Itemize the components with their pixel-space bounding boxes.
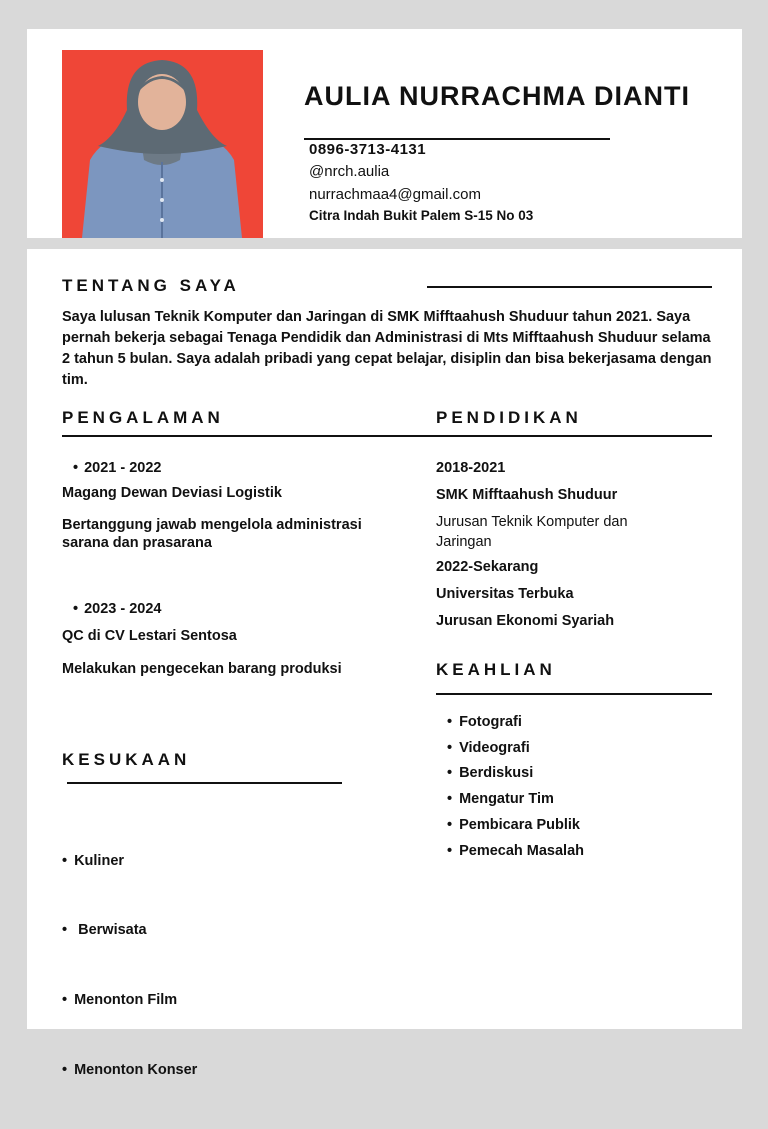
education-major: Jurusan Ekonomi Syariah: [436, 613, 615, 629]
phone-number: 0896-3713-4131: [309, 141, 427, 158]
experience-role: QC di CV Lestari Sentosa: [62, 628, 237, 644]
person-portrait-image: [62, 50, 263, 238]
email-address: nurrachmaa4@gmail.com: [309, 186, 481, 203]
skill-item: • Videografi: [447, 736, 584, 762]
experience-role: Magang Dewan Deviasi Logistik: [62, 485, 282, 501]
skill-item: • Fotografi: [447, 710, 584, 736]
hobby-item: • Kuliner: [62, 850, 197, 873]
skills-title: KEAHLIAN: [436, 660, 556, 679]
skill-item: • Pemecah Masalah: [447, 839, 584, 865]
about-title: TENTANG SAYA: [62, 276, 240, 295]
experience-period: • 2021 - 2022: [73, 458, 161, 479]
experience-desc: Bertanggung jawab mengelola administrasi sarana dan prasarana: [62, 517, 362, 551]
education-period: 2018-2021: [436, 460, 506, 476]
hobby-item: • Menonton Film: [62, 989, 197, 1012]
home-address: Citra Indah Bukit Palem S-15 No 03: [309, 208, 534, 223]
header-card: [27, 29, 742, 238]
name-divider: [304, 138, 610, 140]
about-text: Saya lulusan Teknik Komputer dan Jaringan di SMK Mifftaahush Shuduur tahun 2021. Saya pernah bekerja sebagai Tenaga Pendidik dan Administrasi di Mts Mifftaahush Shuduur selama 2 tahun 5 bulan. Saya adalah pribadi yang cepat belajar, disiplin dan bisa bekerjasama dengan tim.: [62, 309, 712, 388]
skills-divider: [436, 693, 712, 695]
education-school: Universitas Terbuka: [436, 586, 574, 602]
resume-body: [27, 249, 742, 1079]
full-name: AULIA NURRACHMA DIANTI: [304, 81, 690, 111]
experience-title: PENGALAMAN: [62, 408, 224, 427]
about-divider: [427, 286, 712, 288]
profile-photo: [62, 50, 263, 238]
education-period: 2022-Sekarang: [436, 559, 539, 575]
hobbies-title: KESUKAAN: [62, 750, 191, 769]
education-major: Jurusan Teknik Komputer dan Jaringan: [436, 514, 628, 550]
skill-item: • Mengatur Tim: [447, 787, 584, 813]
section-divider: [62, 435, 712, 437]
skill-item: • Pembicara Publik: [447, 813, 584, 839]
skills-list: [447, 710, 584, 864]
social-handle: @nrch.aulia: [309, 163, 390, 180]
skill-item: • Berdiskusi: [447, 761, 584, 787]
experience-desc: Melakukan pengecekan barang produksi: [62, 661, 342, 677]
education-title: PENDIDIKAN: [436, 408, 582, 427]
hobbies-list: [62, 803, 197, 1129]
hobbies-divider: [67, 782, 342, 784]
experience-period: • 2023 - 2024: [73, 599, 161, 620]
education-school: SMK Mifftaahush Shuduur: [436, 487, 618, 503]
hobby-item: • Berwisata: [62, 919, 197, 942]
hobby-item: • Menonton Konser: [62, 1059, 197, 1082]
